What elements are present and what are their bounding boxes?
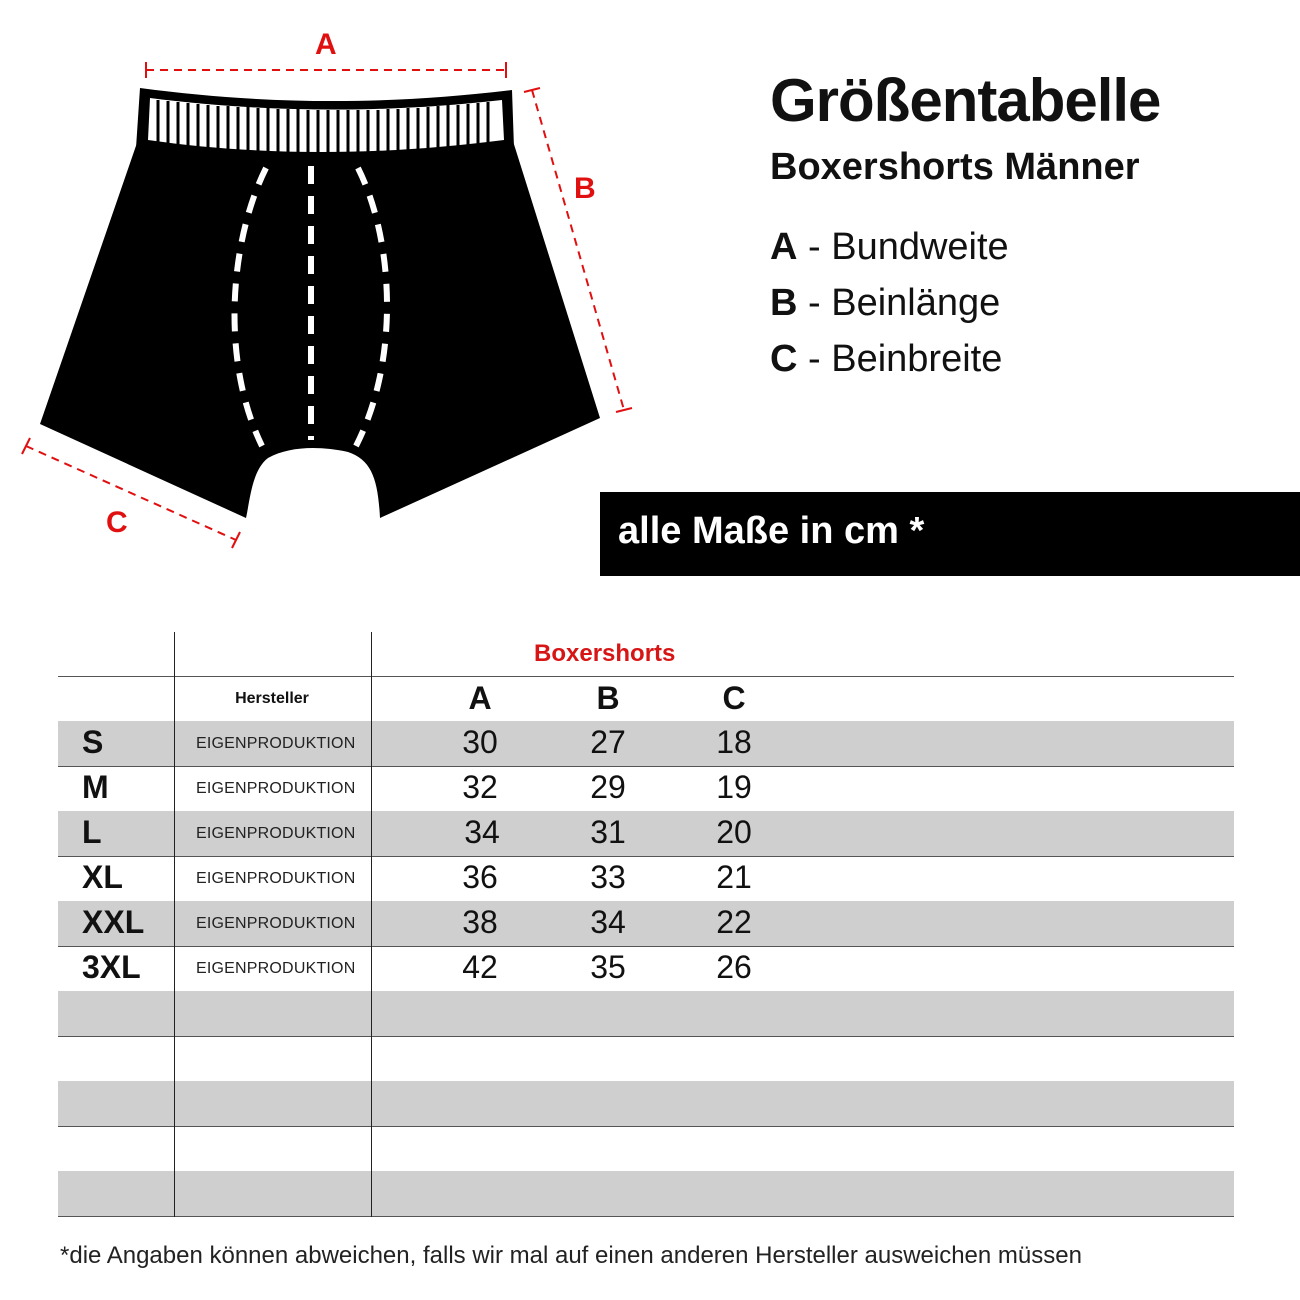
- maker-cell: EIGENPRODUKTION: [196, 825, 356, 842]
- column-header-a: A: [468, 680, 492, 716]
- boxershorts-illustration: [0, 0, 660, 580]
- page-subtitle: Boxershorts Männer: [770, 146, 1140, 188]
- legend-separator: -: [797, 226, 832, 268]
- maker-cell: EIGENPRODUKTION: [196, 870, 356, 887]
- value-b: 35: [590, 949, 626, 985]
- value-b: 33: [590, 859, 626, 895]
- size-label: M: [82, 769, 109, 805]
- dimension-label-a: A: [315, 28, 337, 61]
- value-b: 34: [590, 904, 626, 940]
- empty-table-row: [58, 1036, 1234, 1082]
- legend-separator: -: [797, 282, 832, 324]
- empty-table-row: [58, 1171, 1234, 1217]
- size-label: XL: [82, 859, 123, 895]
- table-row: [58, 856, 1234, 902]
- table-row: [58, 766, 1234, 812]
- legend-text: Beinbreite: [831, 338, 1003, 380]
- value-c: 26: [716, 949, 752, 985]
- value-b: 31: [590, 814, 626, 850]
- maker-cell: EIGENPRODUKTION: [196, 960, 356, 977]
- column-header-c: C: [722, 680, 746, 716]
- column-divider: [174, 632, 175, 1217]
- page-title: Größentabelle: [770, 67, 1161, 134]
- maker-column-header: Hersteller: [235, 690, 309, 707]
- maker-cell: EIGENPRODUKTION: [196, 915, 356, 932]
- empty-table-row: [58, 991, 1234, 1037]
- column-header-b: B: [596, 680, 620, 716]
- boxershorts-drawing: [0, 0, 660, 580]
- value-c: 20: [716, 814, 752, 850]
- value-a: 30: [462, 724, 498, 760]
- footnote: *die Angaben können abweichen, falls wir mal auf einen anderen Hersteller ausweichen müssen: [60, 1242, 1082, 1269]
- value-b: 27: [590, 724, 626, 760]
- value-c: 22: [716, 904, 752, 940]
- size-label: S: [82, 724, 104, 760]
- table-row: [58, 721, 1234, 767]
- legend-key: B: [770, 282, 798, 324]
- size-label: XXL: [82, 904, 145, 940]
- value-c: 21: [716, 859, 752, 895]
- empty-table-row: [58, 1081, 1234, 1127]
- legend-item-a: [770, 226, 1009, 269]
- legend-text: Bundweite: [831, 226, 1009, 268]
- maker-cell: EIGENPRODUKTION: [196, 735, 356, 752]
- unit-banner: [600, 492, 1300, 576]
- value-a: 32: [462, 769, 498, 805]
- size-label: 3XL: [82, 949, 141, 985]
- legend-item-b: [770, 282, 1000, 325]
- value-a: 38: [462, 904, 498, 940]
- value-b: 29: [590, 769, 626, 805]
- table-group-title: Boxershorts: [534, 640, 676, 667]
- legend-item-c: [770, 338, 1002, 381]
- table-row: [58, 901, 1234, 947]
- maker-cell: EIGENPRODUKTION: [196, 780, 356, 797]
- legend-key: C: [770, 338, 798, 380]
- value-a: 36: [462, 859, 498, 895]
- size-label: L: [82, 814, 102, 850]
- table-divider: [58, 676, 1234, 677]
- column-divider: [371, 632, 372, 1217]
- table-row: [58, 811, 1234, 857]
- value-c: 19: [716, 769, 752, 805]
- table-row: [58, 946, 1234, 992]
- dimension-label-b: B: [574, 172, 596, 205]
- size-table: [58, 632, 1234, 1217]
- empty-table-row: [58, 1126, 1234, 1172]
- value-a: 34: [464, 814, 500, 850]
- legend-key: A: [770, 226, 798, 268]
- value-c: 18: [716, 724, 752, 760]
- unit-banner-text: alle Maße in cm *: [618, 510, 925, 552]
- legend-text: Beinlänge: [831, 282, 1001, 324]
- dimension-label-c: C: [106, 506, 128, 539]
- legend-separator: -: [797, 338, 832, 380]
- value-a: 42: [462, 949, 498, 985]
